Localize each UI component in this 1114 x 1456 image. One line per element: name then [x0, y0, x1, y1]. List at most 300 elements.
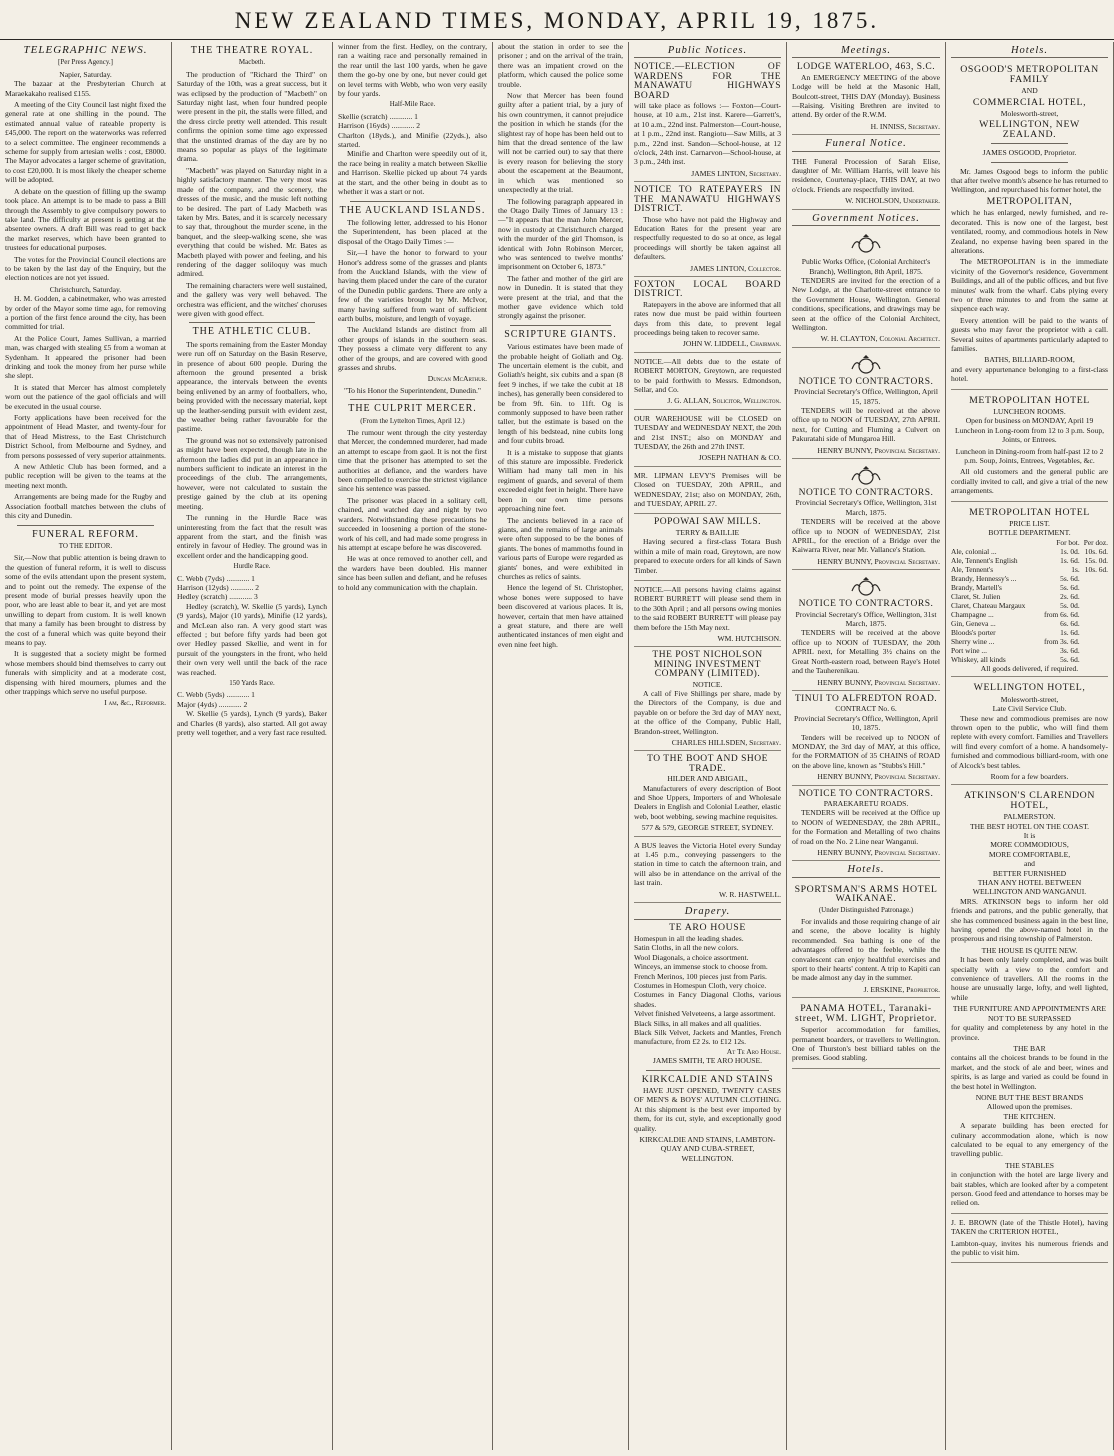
- notice-title: NOTICE.—ELECTION OF WARDENS FOR THE MANAWATU HIGHWAYS BOARD: [634, 62, 781, 101]
- column-1: [0, 42, 172, 1450]
- notice-body: Ratepayers in the above are informed that all rates now due must be paid within fourteen days from this date, to prevent legal proceedings being taken to recover same.: [634, 299, 781, 337]
- table-row: [951, 646, 1108, 655]
- notice-body: Having secured a first-class Totara Bush within a mile of main road, Greytown, are now prepared to execute orders for all kinds of Sawn Timber.: [634, 537, 781, 575]
- paragraph: The following paragraph appeared in the Otago Daily Times of January 13 :—"It appears that the man John Mercer, now in custody at Christchurch charged with the murder of the girl Thomson, is identical with John Robinson Mercer, who was sentenced to twelve months' imprisonment on October 6, 1873.": [498, 196, 623, 272]
- signature: JAMES SMITH, TE ARO HOUSE.: [652, 1056, 763, 1066]
- table-row: [951, 610, 1108, 619]
- notice-title: NOTICE TO CONTRACTORS.: [798, 599, 934, 610]
- result-line: Charlton (18yds.), and Minifie (22yds.), also started.: [338, 130, 487, 150]
- dateline: Napier, Saturday.: [59, 69, 112, 79]
- paragraph: Sir,—I have the honor to forward to your Honor's address some of the grasses and plants from the Auckland Islands, with the view of having them placed under the care of the curator of the Dunedin public gardens. There are only a few of the varieties brought by Mr. McIvor, many having suffered from want of sufficient earth bulbs, moisture, and length of voyage.: [338, 248, 487, 323]
- notice-ad: [634, 753, 781, 836]
- notice-subtitle: NOTICE.: [692, 679, 723, 689]
- section-heading-funeral-reform: FUNERAL REFORM.: [32, 528, 139, 540]
- paragraph: It is stated that Mercer has almost completely worn out the patience of the gaol officials and will be executed in the usual course.: [5, 382, 166, 411]
- notice-body: Manufacturers of every description of Boot and Shoe Uppers, Importers of and Wholesale Dealers in English and Colonial Leather, elastic web, boot webbing, sewing machine requisites.: [634, 783, 781, 821]
- paragraph: winner from the first. Hedley, on the contrary, ran a waiting race and personally remained in the rear until the last 100 yards, when he gave them the go-by one by one, but never could get on level terms with Webb, who won very easily by four yards.: [338, 42, 487, 99]
- notice-title: LODGE WATERLOO, 463, S.C.: [796, 62, 936, 73]
- table-cell: Gin, Geneva ...: [951, 618, 996, 628]
- notice-title: FOXTON LOCAL BOARD DISTRICT.: [634, 279, 781, 300]
- hotel-title: J. E. BROWN (late of the Thistle Hotel), having TAKEN the CRITERION HOTEL,: [951, 1217, 1108, 1237]
- column-5: [629, 42, 787, 1450]
- office-line: Public Works Office, (Colonial Architect's Branch), Wellington, 8th April, 1875.: [801, 257, 931, 276]
- notice-title: POPOWAI SAW MILLS.: [653, 517, 762, 528]
- hotel-subtitle: (Under Distinguished Patronage.): [818, 905, 914, 914]
- hotel-body: These new and commodious premises are now thrown open to the public, who will find them replete with every comfort. Families and Travellers will find every comfort of a home. A handsomely-furnished and commodious billiard-room, with one of Alcock's best tables.: [951, 713, 1108, 770]
- table-cell: Brandy, Martell's: [951, 582, 1002, 592]
- table-row: [951, 592, 1108, 601]
- rooms-line: Room for a few boarders.: [990, 771, 1069, 781]
- signature: JAMES LINTON, Collector.: [690, 263, 781, 273]
- notice-body: TENDERS are invited for the erection of a New Lodge, at the Charlotte-street entrance to the Government House, Wellington. General conditions, specifications, and drawings may be seen at the office of the Colonial Architect, Wellington.: [792, 275, 940, 332]
- hotel-name-inline: METROPOLITAN,: [986, 195, 1073, 207]
- column-3: [333, 42, 493, 1450]
- paragraph: The running in the Hurdle Race was uninteresting from the fact that the result was apparent from the start, and the finish was entirely in favour of Hedley. The ground was in excellent order and the handicapping good.: [177, 513, 327, 560]
- table-row: [951, 583, 1108, 592]
- paragraph: The bazaar at the Presbyterian Church at Maraekakaho realised £155.: [5, 79, 166, 98]
- paragraph: The remaining characters were well sustained, and the gallery was very well behaved. The orchestra was efficient, and the witches' choruses were given with good effect.: [177, 280, 327, 318]
- table-cell: Port wine ...: [951, 645, 987, 655]
- results-heading: Half-Mile Race.: [389, 100, 436, 109]
- table-cell: Claret, Chateau Margaux: [951, 600, 1026, 610]
- paragraph: H. M. Godden, a cabinetmaker, who was arrested by order of the Mayor some time ago, for removing a portion of the first fence around the city, has been committed for trial.: [5, 294, 166, 332]
- notice-body: TENDERS will be received at the above office up to NOON of TUESDAY, 27th APRIL next, for Cutting and Fluming a Culvert on Pakuratahi side of Mungaroa Hill.: [792, 405, 940, 444]
- notice-ad: [792, 229, 940, 348]
- drapery-item: Costumes in Homespun Cloth, very choice.: [634, 980, 767, 990]
- notice-address: 577 & 579, GEORGE STREET, SYDNEY.: [641, 823, 774, 833]
- result-line: Major (4yds) ............ 2: [177, 699, 248, 709]
- signature: HENRY BUNNY, Provincial Secretary.: [817, 677, 940, 687]
- drapery-item: Costumes in Fancy Diagonal Cloths, various shades.: [634, 990, 781, 1009]
- hotel-ad: [951, 392, 1108, 502]
- notice-ad: [792, 61, 940, 135]
- table-cell: 5s. 6d.: [1060, 654, 1080, 664]
- section-heading-scripture-giants: SCRIPTURE GIANTS.: [504, 328, 617, 340]
- result-line: Harrison (16yds) ............ 2: [338, 121, 421, 131]
- column-6: [787, 42, 946, 1450]
- notice-body: TENDERS will be received at the above office up to NOON of TUESDAY, the 20th APRIL next, for Metalling 3½ chains on the Great North-eastern road, between Raye's Hotel and the Tauherenikau.: [792, 628, 940, 676]
- table-cell: 1s. 6d.: [1060, 627, 1080, 637]
- notice-subtitle: CONTRACT No. 6.: [835, 704, 897, 714]
- table-cell: Bloods's porter: [951, 627, 996, 637]
- table-row: [951, 637, 1108, 646]
- table-row: [951, 655, 1108, 664]
- hotel-body: Luncheon in Long-room from 12 to 3 p.m. Soup, Joints, or Entrees.: [954, 425, 1105, 445]
- paragraph: The rumour went through the city yesterday that Mercer, the condemned murderer, had made an attempt to escape from gaol. It is not the first time that the prisoner has attempted to set the authorities at defiance, and the warders have been compelled to exercise the strictest vigilance since his sentence was passed.: [338, 428, 487, 494]
- signature: W. R. HASTWELL.: [719, 889, 781, 899]
- price-footnote: All goods delivered, if required.: [980, 663, 1079, 673]
- at-te-aro: At Te Aro House.: [726, 1046, 781, 1056]
- feature-line: THE BEST HOTEL ON THE COAST.: [969, 821, 1090, 831]
- paragraph: Sir,—Now that public attention is being drawn to the question of funeral reform, it is well to discuss some of the evils attendant upon the present system, and to point out the remedy. The expense of the present mode of burial presses heavily upon the poor, who are least able to bear it, and yet are most unwilling to depart from custom. It is well known that many a family has been brought to distress by the cost of a funeral which was quite beyond their means to pay.: [5, 553, 166, 647]
- result-line: C. Webb (5yds) ............ 1: [177, 690, 255, 700]
- table-cell: Whiskey, all kinds: [951, 654, 1006, 664]
- addressee: "To his Honor the Superintendent, Dunedin.": [343, 385, 482, 395]
- feature-line: THE BAR: [1013, 1043, 1046, 1053]
- notice-body: will take place as follows :— Foxton—Court-house, at 10 a.m., 21st inst. Karere—Garrett's, at 10 a.m., 22nd inst. Palmerston—Court-house, at 1 p.m., 22nd inst. Rangiotu—Saw Mills, at 3 p.m., 22nd inst. Sandon—School-house, at 12 o'clock, 24th inst. Carnarvon—School-house, at 3 p.m., 24th inst.: [634, 101, 781, 167]
- hotel-body: A separate building has been erected for culinary accommodation alone, which is now calculated to be equal to any emergency of the travelling public.: [951, 1121, 1108, 1159]
- hotel-ad: [951, 1216, 1108, 1264]
- notice-body: MR. LIPMAN LEVY'S Premises will be Closed on TUESDAY, 20th APRIL, and WEDNESDAY, 21st; also on MONDAY, 26th, and TUESDAY, APRIL 27.: [634, 470, 781, 509]
- table-row: [951, 565, 1108, 574]
- table-cell: 3s. 6d.: [1060, 645, 1080, 655]
- table-cell: 6s. 6d.: [1060, 618, 1080, 628]
- office-line: Provincial Secretary's Office, Wellington, 31st March, 1875.: [795, 609, 937, 629]
- signature: Duncan McArthur.: [427, 374, 487, 384]
- royal-crest-icon: [849, 577, 883, 597]
- notice-ad: [634, 839, 781, 903]
- section-heading-hotels: Hotels.: [792, 865, 940, 877]
- hotel-body: which he has enlarged, newly furnished, and re-decorated. This is now one of the largest, best ventilated, roomy, and commodious hotels in New Zealand, no expense having been spared in the alterations.: [951, 208, 1108, 255]
- notice-subtitle: PARAEKARETU ROADS.: [823, 798, 909, 808]
- notice-title: TO THE BOOT AND SHOE TRADE.: [647, 754, 768, 774]
- divider: [350, 399, 475, 400]
- table-cell: from 3s. 6d.: [1043, 636, 1080, 646]
- table-row: [951, 628, 1108, 637]
- hotel-body: in conjunction with the hotel are large livery and bait stables, which are looked after by a competent person. Good feed and attendance to horses may be relied on.: [951, 1170, 1108, 1208]
- signature: JOSEPH NATHAN & CO.: [698, 453, 781, 463]
- table-cell: Brandy, Hennessy's ...: [951, 573, 1017, 583]
- hotel-body: for quality and completeness by any hotel in the province.: [951, 1023, 1108, 1042]
- notice-ad: [634, 412, 781, 467]
- office-line: Provincial Secretary's Office, Wellington, 31st March, 1875.: [795, 498, 937, 517]
- hotel-body: Superior accommodation for families, permanent boarders, or travellers to Wellington. One of Thurston's best billiard tables on the premises. Good stabling.: [792, 1025, 940, 1063]
- hotel-subtitle: COMMERCIAL HOTEL,: [972, 96, 1087, 108]
- section-heading-theatre: THE THEATRE ROYAL.: [190, 45, 314, 56]
- notice-body: A BUS leaves the Victoria Hotel every Sunday at 1.45 p.m., conveying passengers to the station in time to catch the afternoon train, and will also be in attendance on the arrival of the last train.: [634, 840, 781, 888]
- signature: HENRY BUNNY, Provincial Secretary.: [817, 445, 940, 455]
- dateline: Christchurch, Saturday.: [49, 284, 122, 294]
- hotel-street: Molesworth-street,: [1000, 694, 1059, 704]
- notice-body: TENDERS will be received at the above office up to NOON of WEDNESDAY, 21st APRIL, for the erection of a Bridge over the Kaiwarra River, near Mr. Vallance's Station.: [792, 517, 940, 555]
- divider: [646, 1070, 769, 1071]
- paragraph: The prisoner was placed in a solitary cell, chained, and watched day and night by two warders. Notwithstanding these precautions he succeeded in loosening a portion of the stone-work of his cell, and had made some progress in his attempt at escape before he was discovered.: [338, 495, 487, 552]
- feature-line: Allowed upon the premises.: [986, 1102, 1073, 1112]
- notice-body: TENDERS will be received at the Office up to NOON of WEDNESDAY, the 28th APRIL, for the Formation and Metalling of two chains of road on the No. 2 Line near Wanganui.: [792, 808, 940, 846]
- table-cell: [1080, 574, 1108, 583]
- paragraph: A meeting of the City Council last night fixed the general rate at one shilling in the pound. The estimated annual value of rateable property is £45,000. The report on the waterworks was referred to a select committee. The engineer recommends a scheme for supply from artesian wells : cost, £8000. The Mayor advocates a larger scheme of gravitation, to cost £20,000. It is most likely the cheaper scheme will be adopted.: [5, 100, 166, 185]
- paragraph: "Macbeth" was played on Saturday night in a highly satisfactory manner. The very most was made of the company, and the scenery, the dresses of the music, and the music left nothing to be desired. The part of Lady Macbeth was taken by Mrs. Bates, and it is scarcely necessary to say that, throughout the murder scene, in the banquet, and the sleep-walking scene, she was everything that could be wished. Mr. Bates as Macbeth played with power and feeling, and his rendering of the dagger soliloquy was much admired.: [177, 165, 327, 279]
- proprietor: JAMES OSGOOD, Proprietor.: [982, 148, 1077, 158]
- table-cell: from 6s. 6d.: [1043, 609, 1080, 619]
- royal-crest-icon: [849, 355, 883, 375]
- column-header: Per doz.: [1083, 537, 1108, 547]
- hotel-title: OSGOOD'S METROPOLITAN FAMILY: [960, 64, 1099, 85]
- table-cell: 10s. 6d.: [1084, 546, 1108, 556]
- feature-line: THE HOUSE IS QUITE NEW.: [981, 945, 1078, 955]
- table-cell: [1080, 628, 1108, 637]
- paragraph: Hence the legend of St. Christopher, whose bones were supposed to have been discovered at various places. It is, however, certain that men have attained a great stature, and there are well authenticated instances of men eight and even nine feet high.: [498, 583, 623, 649]
- notice-ad: [634, 355, 781, 410]
- paragraph: A new Athletic Club has been formed, and a public reception will be given to the teams at the meeting next month.: [5, 462, 166, 490]
- notice-ad: [792, 155, 940, 210]
- hotel-body: For invalids and those requiring change of air and scene, the above locality is highly recommended. Sea bathing is one of the advantages offered to the feeble, while the convalescent can enjoy healthful exercises and sport to their hearts' content. A trip to Kapiti can be made almost any day in the summer.: [792, 917, 940, 983]
- table-cell: Champagne ...: [951, 609, 994, 619]
- signature: HENRY BUNNY, Provincial Secretary.: [817, 772, 940, 782]
- signature: W. NICHOLSON, Undertaker.: [845, 196, 940, 206]
- feature-line: It is: [1023, 830, 1036, 840]
- section-heading-athletic: THE ATHLETIC CLUB.: [192, 326, 312, 338]
- hotel-body: Mr. James Osgood begs to inform the public that after twelve month's absence he has returned to Wellington, and repurchased his former hotel, the: [951, 166, 1108, 195]
- masthead: NEW ZEALAND TIMES, MONDAY, APRIL 19, 1875.: [0, 0, 1114, 40]
- table-cell: 5s. 0d.: [1060, 600, 1080, 610]
- paragraph: about the station in order to see the prisoner ; and on the arrival of the train, there was an impatient crowd on the platform, which caused the police some trouble.: [498, 42, 623, 89]
- notice-ad: [792, 350, 940, 459]
- notice-body: THE Funeral Procession of Sarah Elise, daughter of Mr. William Harris, will leave his residence, Courtenay-place, THIS DAY, at two o'clock. Friends are respectfully invited.: [792, 156, 940, 194]
- table-cell: [951, 538, 1038, 547]
- divider: [189, 322, 315, 323]
- column-4: [493, 42, 629, 1450]
- feature-line: MORE COMMODIOUS,: [990, 840, 1069, 850]
- hotel-body: It has been only lately completed, and was built specially with a view to the comfort and convenience of travellers. All the rooms in the house are unusually large, lofty, and well lighted, while: [951, 955, 1108, 1002]
- signature: I am, &c., Reformer.: [104, 698, 166, 708]
- section-heading-funeral: Funeral Notice.: [792, 139, 940, 151]
- price-list-ad: [951, 504, 1108, 678]
- notice-ad: [792, 572, 940, 691]
- signature: W. H. CLAYTON, Colonial Architect.: [820, 334, 940, 344]
- paragraph: The following letter, addressed to his Honor the Superintendent, has been placed at the disposal of the Otago Daily Times :—: [338, 217, 487, 246]
- hotel-ad: [792, 1000, 940, 1068]
- agency-line: [Per Press Agency.]: [58, 58, 113, 67]
- hotel-body: Luncheon in Dining-room from half-past 12 to 2 p.m. Soup, Joints, Entrees, Vegetables, &c.: [955, 446, 1104, 466]
- office-line: Provincial Secretary's Office, Wellington, April 15, 1875.: [794, 387, 938, 406]
- hotel-ad: [951, 679, 1108, 785]
- hotel-and: AND: [1021, 86, 1038, 96]
- table-cell: [1080, 619, 1108, 628]
- royal-crest-icon: [849, 234, 883, 254]
- result-line: Hedley (scratch) ............ 3: [177, 592, 258, 602]
- hotel-title: SPORTSMAN'S ARMS HOTEL WAIKANAE.: [794, 883, 938, 905]
- table-cell: [1080, 610, 1108, 619]
- notice-subtitle: TERRY & BAILLIE: [675, 527, 740, 537]
- table-cell: 1s. 6d.: [1060, 555, 1080, 565]
- table-row: [951, 619, 1108, 628]
- to-the-editor: TO THE EDITOR.: [58, 541, 113, 550]
- hotel-subtitle: LUNCHEON ROOMS.: [993, 407, 1066, 416]
- signature: J. G. ALLAN, Solicitor, Wellington.: [667, 396, 781, 406]
- divider: [350, 201, 475, 202]
- notice-title: NOTICE TO CONTRACTORS.: [798, 376, 934, 387]
- hotel-title: PANAMA HOTEL, Taranaki-street, WM. LIGHT, Proprietor.: [795, 1003, 937, 1024]
- notice-body: OUR WAREHOUSE will be CLOSED on TUESDAY and WEDNESDAY NEXT, the 20th and 21st INST.; also on MONDAY and TUESDAY, the 26th and 27th INST.: [634, 413, 781, 452]
- feature-line: THE STABLES: [1005, 1160, 1054, 1170]
- notice-ad: [634, 583, 781, 647]
- feature-line: THAN ANY HOTEL BETWEEN: [977, 878, 1082, 887]
- notice-ad: [634, 61, 781, 182]
- divider: [991, 162, 1068, 163]
- results-heading: Hurdle Race.: [233, 562, 271, 571]
- notice-body: NOTICE.—All persons having claims against ROBERT BURRETT will please send them in to the 30th April ; and all persons owing monies to the said ROBERT BURRETT will please pay them before the 15th May next.: [634, 584, 781, 632]
- paragraph: Hedley (scratch), W. Skellie (5 yards), Lynch (9 yards), Major (10 yards), Minifie (12 yards), and McLean also ran. A very good start was effected ; but before fifty yards had been got over Hedley passed Skellie, and went in for pursuit of the youngsters in the front, who held their own very well until the back of the race was reached.: [177, 601, 327, 677]
- feature-line: WELLINGTON AND WANGANUI.: [972, 887, 1087, 897]
- notice-title: THE POST NICHOLSON MINING INVESTMENT COMPANY (LIMITED).: [652, 650, 763, 680]
- paragraph: It is suggested that a society might be formed whose members should bind themselves to carry out funerals with simplicity and at a moderate cost, dispensing with hired mourners, plumes and the other trappings which serve no useful purpose.: [5, 649, 166, 696]
- table-row: [951, 547, 1108, 556]
- feature-line: NONE BUT THE BEST BRANDS: [975, 1092, 1084, 1102]
- table-cell: 15s. 0d.: [1084, 555, 1108, 565]
- notice-ad: [634, 649, 781, 751]
- hotel-body: MRS. ATKINSON begs to inform her old friends and patrons, and the public generally, that she has commenced business again in the best line, having opened the above-named hotel in the prosperous and rising township of Palmerston.: [951, 896, 1108, 944]
- signature: WM. HUTCHISON.: [717, 633, 781, 643]
- paragraph: Now that Mercer has been found guilty after a patient trial, by a jury of his own countrymen, it cannot prejudice the position in which he stands (for the slightest ray of hope has been held out to him that the dread sentence of the law will not be carried out) to say that there is every reason for believing the story about the escapement at the Beaumont, in which was mentioned so unexpectedly at the trial.: [498, 91, 623, 195]
- signature: J. ERSKINE, Proprietor.: [863, 984, 940, 994]
- section-heading-public-notices: Public Notices.: [634, 46, 781, 58]
- opening-line: Open for business on MONDAY, April 19: [965, 416, 1094, 426]
- hotel-city: PALMERSTON.: [1003, 812, 1056, 822]
- drapery-item: Wool Diagonals, a choice assortment.: [634, 952, 749, 962]
- signature: KIRKCALDIE AND STAINS, LAMBTON-QUAY AND CUBA-STREET, WELLINGTON.: [639, 1135, 776, 1163]
- table-row: [951, 556, 1108, 565]
- paragraph: The sports remaining from the Easter Monday were run off on Saturday on the Basin Reserve, in presence of about 600 people. During the afternoon the ground presented a brisk appearance, the intervals between the events being enlivened by an army of footballers, who, being provided with the necessary material, kept up the leather-sending pursuit with evident zest, the weather being rather favourable for the pastime.: [177, 339, 327, 434]
- table-cell: Ale, Tennent's: [951, 564, 994, 574]
- subheading: Macbeth.: [238, 58, 266, 67]
- table-cell: Claret, St. Julien: [951, 591, 1001, 601]
- paragraph: The Auckland Islands are distinct from all other groups of islands in the southern seas. They possess a climate very different to any other of the groups, and are covered with good grasses and shrubs.: [338, 325, 487, 372]
- notice-body: An EMERGENCY MEETING of the above Lodge will be held at the Masonic Hall, Boulcott-street, THIS DAY (Monday). Business—Raising. Visiting Brethren are invited to attend. By order of the R.W.M.: [792, 72, 940, 120]
- notice-ad: [634, 469, 781, 515]
- result-line: Harrison (12yds) ............ 2: [177, 582, 260, 592]
- paragraph: W. Skellie (5 yards), Lynch (9 yards), Baker and Charles (8 yards), also started. All got away pretty well together, and a very fast race resulted.: [177, 709, 327, 738]
- notice-title: NOTICE TO CONTRACTORS.: [798, 788, 934, 799]
- royal-crest-icon: [849, 466, 883, 486]
- result-line: C. Webb (7yds) ............ 1: [177, 573, 255, 583]
- hotel-body: All old customers and the general public are cordially invited to call, and give a trial of the new arrangements.: [951, 467, 1108, 496]
- results-heading: 150 Yards Race.: [229, 679, 275, 687]
- hotel-body: contains all the choicest brands to be found in the market, and the stock of ale and beer, wines and spirits, is as large and varied as could be found in the best hotel in Wellington.: [951, 1053, 1108, 1091]
- section-heading-hotels: Hotels.: [951, 46, 1108, 58]
- notice-ad: [634, 279, 781, 353]
- column-2: [172, 42, 333, 1450]
- table-cell: Sherry wine ...: [951, 636, 995, 646]
- notice-title: NOTICE TO CONTRACTORS.: [798, 488, 934, 498]
- notice-ad: [634, 516, 781, 580]
- result-line: Skellie (scratch) ............ 1: [338, 111, 418, 121]
- section-heading-meetings: Meetings.: [792, 46, 940, 58]
- table-cell: 1s. 0d.: [1060, 546, 1080, 556]
- table-cell: [1080, 637, 1108, 646]
- hotel-title: ATKINSON'S CLARENDON HOTEL,: [963, 790, 1096, 811]
- hotel-ad: [792, 881, 940, 998]
- notice-ad: [792, 788, 940, 862]
- paragraph: Forty applications have been received for the appointment of Head Master, and twenty-four for that of Head Mistress, to the East Christchurch District School, from Melbourne and Sydney, and from persons possessed of very superior attainments.: [5, 413, 166, 460]
- notice-body: Those who have not paid the Highway and Education Rates for the present year are respectfully requested to do so at once, as legal proceedings will shortly be taken against all defaulters.: [634, 214, 781, 262]
- drapery-item: Winceys, an immense stock to choose from.: [634, 962, 768, 972]
- hotel-street: Molesworth-street,: [1000, 109, 1059, 119]
- table-cell: [1080, 655, 1108, 664]
- hotel-ad: [951, 787, 1108, 1213]
- hotel-title: METROPOLITAN HOTEL: [969, 394, 1090, 406]
- signature: HENRY BUNNY, Provincial Secretary.: [817, 556, 940, 566]
- table-cell: [1080, 592, 1108, 601]
- signature: JAMES LINTON, Secretary.: [691, 168, 781, 178]
- paragraph: Minifie and Charlton were speedily out of it, the race being in reality a match between Skellie and Harrison. Skellie picked up about 74 yards at the start, and the other being in doubt as to whether it was a start or not.: [338, 149, 487, 197]
- feature-line: MORE COMFORTABLE,: [988, 849, 1071, 859]
- drapery-item: Satin Cloths, in all the new colors.: [634, 943, 739, 953]
- notice-body: HAVE JUST OPENED, TWENTY CASES OF MEN'S & BOYS' AUTUMN CLOTHING. At this shipment is the best ever imported by them, for its cut, style, and exceptionally good quality.: [634, 1086, 781, 1133]
- hotel-title: WELLINGTON HOTEL,: [973, 682, 1086, 694]
- paragraph: The votes for the Provincial Council elections are to be taken by the last day of the Enquiry, but the election notices are not yet issued.: [5, 254, 166, 283]
- hotel-subtitle: Late Civil Service Club.: [992, 704, 1067, 714]
- paragraph: Various estimates have been made of the probable height of Goliath and Og. The uncertain element is the cubit, and Goliath's height, six cubits and a span (8 feet 9 inches, if we take the cubit at 18 inches), has generally been considered to be from 9ft. 6in. to 11ft. Og is commonly supposed to have been rather taller, but the estimate is based on the length of his bedstead, nine cubits long and four cubits broad.: [498, 342, 623, 446]
- signature: JOHN W. LIDDELL, Chairman.: [682, 339, 781, 349]
- paragraph: A debate on the question of filling up the swamp took place. An attempt is to be made to pass a Bill through the Assembly to give compulsory powers to take land. The difficulty at present is getting at the absentee owners. A draft Bill was read to get back the market reserves, which have been granted to trustees for educational purposes.: [5, 186, 166, 253]
- table-cell: 1s.: [1071, 564, 1080, 574]
- table-cell: 2s. 6d.: [1060, 591, 1080, 601]
- te-aro-title: TE ARO HOUSE: [669, 921, 746, 933]
- notice-subtitle: HILDER AND ABIGAIL,: [667, 774, 748, 784]
- price-list-title: PRICE LIST.: [1009, 519, 1050, 529]
- paragraph: The ancients believed in a race of giants, and the remains of large animals were often supposed to be the bones of giants. The bones of mammoths found in various parts of Europe were regarded as giants' bones, and were exhibited in churches as relics of saints.: [498, 515, 623, 581]
- column-7: [946, 42, 1114, 1450]
- section-heading-telegraphic: TELEGRAPHIC NEWS.: [23, 44, 148, 56]
- notice-ad: [792, 461, 940, 570]
- notice-ad: [634, 184, 781, 277]
- section-heading-drapery: Drapery.: [634, 907, 781, 919]
- paragraph: At the Police Court, James Sullivan, a married man, was charged with stealing £5 from a woman at Sydenham. It appeared the prisoner had been drinking and took the money from her purse while she slept.: [5, 333, 166, 381]
- section-heading-auckland: THE AUCKLAND ISLANDS.: [339, 204, 486, 216]
- paragraph: Arrangements are being made for the Rugby and Association football matches between the clubs of this city and Dunedin.: [5, 492, 166, 521]
- hotel-body: The METROPOLITAN is in the immediate vicinity of the Governor's residence, Government Buildings, and all of the public offices, and but five minutes' walk from the wharf. Cabs plying every two or three minutes to and from the same at sixpence each way.: [951, 257, 1108, 314]
- department-title: BOTTLE DEPARTMENT.: [988, 528, 1071, 538]
- notice-body: Tenders will be received up to NOON of MONDAY, the 3rd day of MAY, at this office, for the FORMATION of 35 CHAINS of ROAD on the above line, known as "Stubbs's Hill.": [792, 732, 940, 770]
- paragraph: The father and mother of the girl are now in Dunedin. It is stated that they were present at the trial, and that the mother gave evidence which told strongly against the prisoner.: [498, 273, 623, 321]
- paragraph: He was at once removed to another cell, and the warders have been doubled. His manner since has been sullen and defiant, and he refuses to hold any communication with the chaplain.: [338, 554, 487, 592]
- source-line: (From the Lyttelton Times, April 12.): [360, 416, 465, 425]
- column-header: For bot.: [1056, 537, 1080, 547]
- table-cell: Ale, colonial ...: [951, 546, 997, 556]
- drapery-item: Black Silks, in all makes and all qualities.: [634, 1018, 762, 1028]
- hotel-ad: [951, 61, 1108, 389]
- paragraph: The production of "Richard the Third" on Saturday of the 10th, was a great success, but it was eclipsed by the production of "Macbeth" on Saturday night last, when four hundred people were present in the pit, the stalls were filled, and the dress circle pretty well attended. This result confirms the opinion some time ago expressed that the unstinted dramas of the day are by no means so popular as plays of the legitimate drama.: [177, 69, 327, 164]
- kirkcaldie-title: KIRKCALDIE AND STAINS: [641, 1073, 774, 1085]
- paragraph: The ground was not so extensively patronised as might have been expected, though late in the afternoon the ladies did put in an appearance in numbers sufficient to indicate an interest in the proceedings of the club. The arrangements, however, were not calculated to sustain the prestige gained by the club at its opening meeting.: [177, 435, 327, 511]
- divider: [510, 325, 611, 326]
- drapery-item: Black Silk Velvet, Jackets and Mantles, French manufacture, from £2 2s. to £12 12s.: [634, 1027, 781, 1047]
- divider: [17, 525, 154, 526]
- office-line: Provincial Secretary's Office, Wellington, April 10, 1875.: [794, 713, 938, 733]
- hotel-body: Every attention will be paid to the wants of guests who may favor the proprietor with a call. Several suites of apartments particularly adapted to families.: [951, 315, 1108, 353]
- table-cell: 5s. 6d.: [1060, 573, 1080, 583]
- paragraph: It is a mistake to suppose that giants of this stature are impossible. Frederick William had many tall men in his regiment of guards, and several of them exceeded eight feet in height. There have been in our own time persons approaching nine feet.: [498, 447, 623, 514]
- notice-body: A call of Five Shillings per share, made by the Directors of the Company, is due and payable on or before the 3rd day of MAY next, at the office of the Company, Public Hall, Brandon-street, Wellington.: [634, 688, 781, 736]
- section-heading-mercer: THE CULPRIT MERCER.: [348, 403, 477, 415]
- signature: H. INNISS, Secretary.: [870, 121, 940, 131]
- hotel-city: WELLINGTON, NEW ZEALAND.: [979, 119, 1080, 140]
- table-cell: [1080, 583, 1108, 592]
- drapery-item: French Merinos, 100 pieces just from Paris.: [634, 971, 767, 981]
- baths-line: BATHS, BILLIARD-ROOM,: [984, 355, 1075, 365]
- table-cell: 5s. 6d.: [1060, 582, 1080, 592]
- signature: HENRY BUNNY, Provincial Secretary.: [817, 848, 940, 857]
- table-row: [951, 601, 1108, 610]
- price-table: [951, 538, 1108, 664]
- notice-title: TINUI TO ALFREDTON ROAD.: [794, 693, 938, 704]
- section-heading-government: Government Notices.: [792, 214, 940, 226]
- table-cell: Ale, Tennent's English: [951, 555, 1018, 565]
- hotel-body: Lambton-quay, invites his numerous friends and the public to visit him.: [951, 1238, 1108, 1258]
- divider: [991, 143, 1068, 144]
- notice-body: NOTICE.—All debts due to the estate of ROBERT MORTON, Greytown, are requested to be paid forthwith to Messrs. Edmondson, Sellar, and Co.: [634, 356, 781, 394]
- notice-title: NOTICE TO RATEPAYERS IN THE MANAWATU HIGHWAYS DISTRICT.: [634, 185, 781, 215]
- drapery-item: Velvet finished Velveteens, a large assortment.: [634, 1009, 776, 1019]
- table-header-row: [951, 538, 1108, 547]
- table-row: [951, 574, 1108, 583]
- drapery-item: Homespun in all the leading shades.: [634, 933, 744, 943]
- hotel-title: METROPOLITAN HOTEL: [969, 506, 1090, 518]
- feature-line: and: [1024, 859, 1035, 869]
- feature-line: BETTER FURNISHED: [992, 868, 1067, 878]
- notice-ad: [792, 693, 940, 786]
